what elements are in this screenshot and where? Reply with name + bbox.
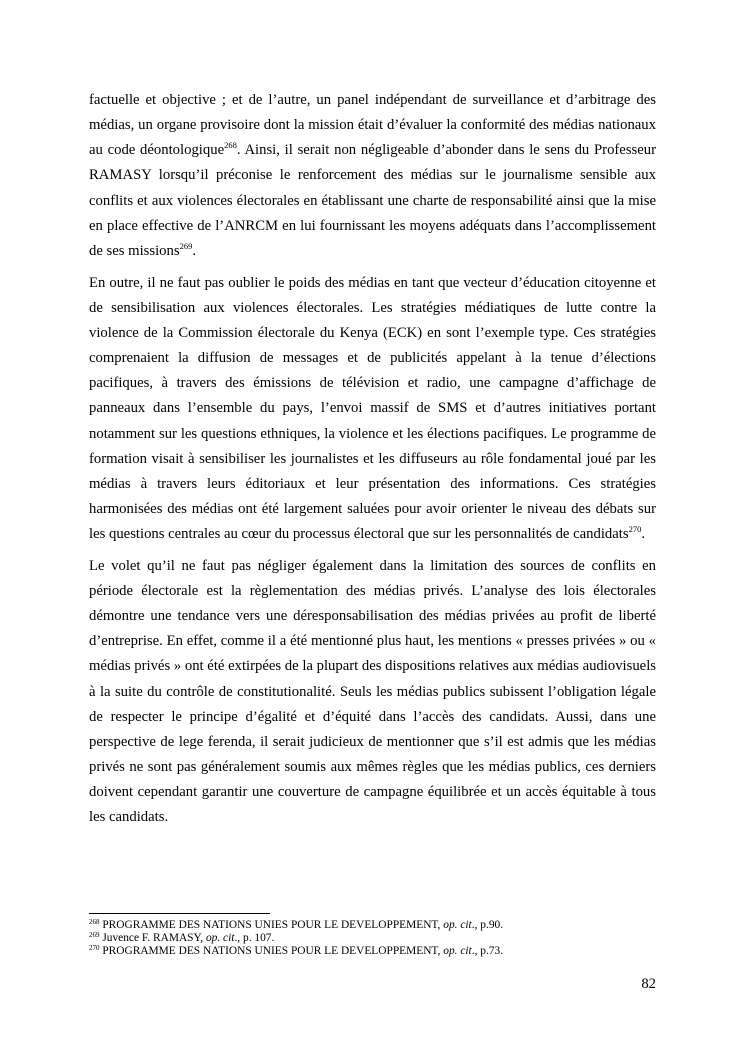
- footnote-number: 268: [89, 918, 100, 926]
- paragraph-3-text: Le volet qu’il ne faut pas négliger également dans la limitation des sources de conflits en période électorale est la règlementation des médias privés. L’analyse des lois électorales démontre une tendance vers une déresponsabilisation des médias privées au profit de liberté d’entreprise. En effet, comme il a été mentionné plus haut, les mentions « presses privées » ou « médias privés » ont été extirpées de la plupart des dispositions relatives aux médias audiovisuels à la suite du contrôle de constitutionalité. Seuls les médias publics subissent l’obligation légale de respecter le principe d’égalité et d’équité dans l’accès des candidats. Aussi, dans une perspective de lege ferenda, il serait judicieux de mentionner que s’il est admis que les médias privés ne sont pas généralement soumis aux mêmes règles que les médias publics, ces derniers doivent cependant garantir une couverture de campagne équilibrée et un accès équitable à tous les candidats.: [89, 557, 656, 826]
- paragraph-1-text: factuelle et objective ; et de l’autre, un panel indépendant de surveillance et d’arbitrage des médias, un organe provisoire dont la mission était d’évaluer la conformité des médias nationaux au code déontologique: [89, 92, 656, 159]
- paragraph-2: [89, 271, 656, 548]
- footnote-italic: op. cit: [205, 932, 235, 945]
- paragraph-1-text-2: . Ainsi, il serait non négligeable d’abonder dans le sens du Professeur RAMASY lorsqu’il préconise le renforcement des médias sur le journalisme sensible aux conflits et aux violences électorales en établissant une charte de responsabilité ainsi que la mise en place effective de l’ANRCM en lui fournissant les moyens adéquats dans l’accomplissement de ses missions: [89, 142, 657, 259]
- footnote-italic: op. cit: [443, 945, 472, 958]
- footnote-italic: op. cit: [443, 919, 472, 931]
- footnote-268: [89, 919, 656, 932]
- footnote-tail: ., p.73.: [471, 945, 504, 958]
- footnote-text: PROGRAMME DES NATIONS UNIES POUR LE DEVELOPPEMENT,: [99, 945, 444, 958]
- footnote-text: Juvence F. RAMASY,: [99, 932, 206, 945]
- paragraph-2-text: En outre, il ne faut pas oublier le poids des médias en tant que vecteur d’éducation citoyenne et de sensibilisation aux violences électorales. Les stratégies médiatiques de lutte contre la violence de la Commission électorale du Kenya (ECK) en sont l’exemple type. Ces stratégies comprenaient la diffusion de messages et de publicités appelant à la tenue d’élections pacifiques, à travers des émissions de télévision et radio, une campagne d’affichage de panneaux dans l’ensemble du pays, l’envoi massif de SMS et d’autres initiatives portant notamment sur les questions ethniques, la violence et les élections pacifiques. Le programme de formation visait à sensibiliser les journalistes et les diffuseurs au rôle fondamental joué par les médias à travers leurs éditoriaux et leur présentation des informations. Ces stratégies harmonisées des médias ont été largement saluées pour avoir orienter le niveau des débats sur les questions centrales au cœur du processus électoral que sur les personnalités de candidats: [89, 274, 656, 543]
- footnote-number: 269: [89, 931, 100, 940]
- footnote-tail: ., p. 107.: [234, 932, 275, 945]
- paragraph-1-text-3: .: [192, 242, 196, 259]
- paragraph-2-text-2: .: [641, 526, 646, 543]
- footnote-number: 270: [89, 944, 100, 953]
- footnote-ref-269[interactable]: 269: [179, 240, 193, 251]
- footnote-text: PROGRAMME DES NATIONS UNIES POUR LE DEVELOPPEMENT,: [99, 919, 444, 931]
- footnote-ref-268[interactable]: 268: [224, 140, 237, 151]
- page-number: 82: [641, 976, 656, 992]
- footnote-270: [89, 945, 656, 958]
- paragraph-1: [89, 88, 656, 264]
- paragraph-3: [89, 554, 656, 831]
- footnote-tail: ., p.90.: [471, 919, 504, 931]
- footnote-269: [89, 932, 656, 945]
- footnotes: [89, 919, 656, 959]
- footnote-separator: [89, 913, 270, 914]
- body-text: [89, 88, 656, 831]
- footnote-ref-270[interactable]: 270: [628, 524, 642, 535]
